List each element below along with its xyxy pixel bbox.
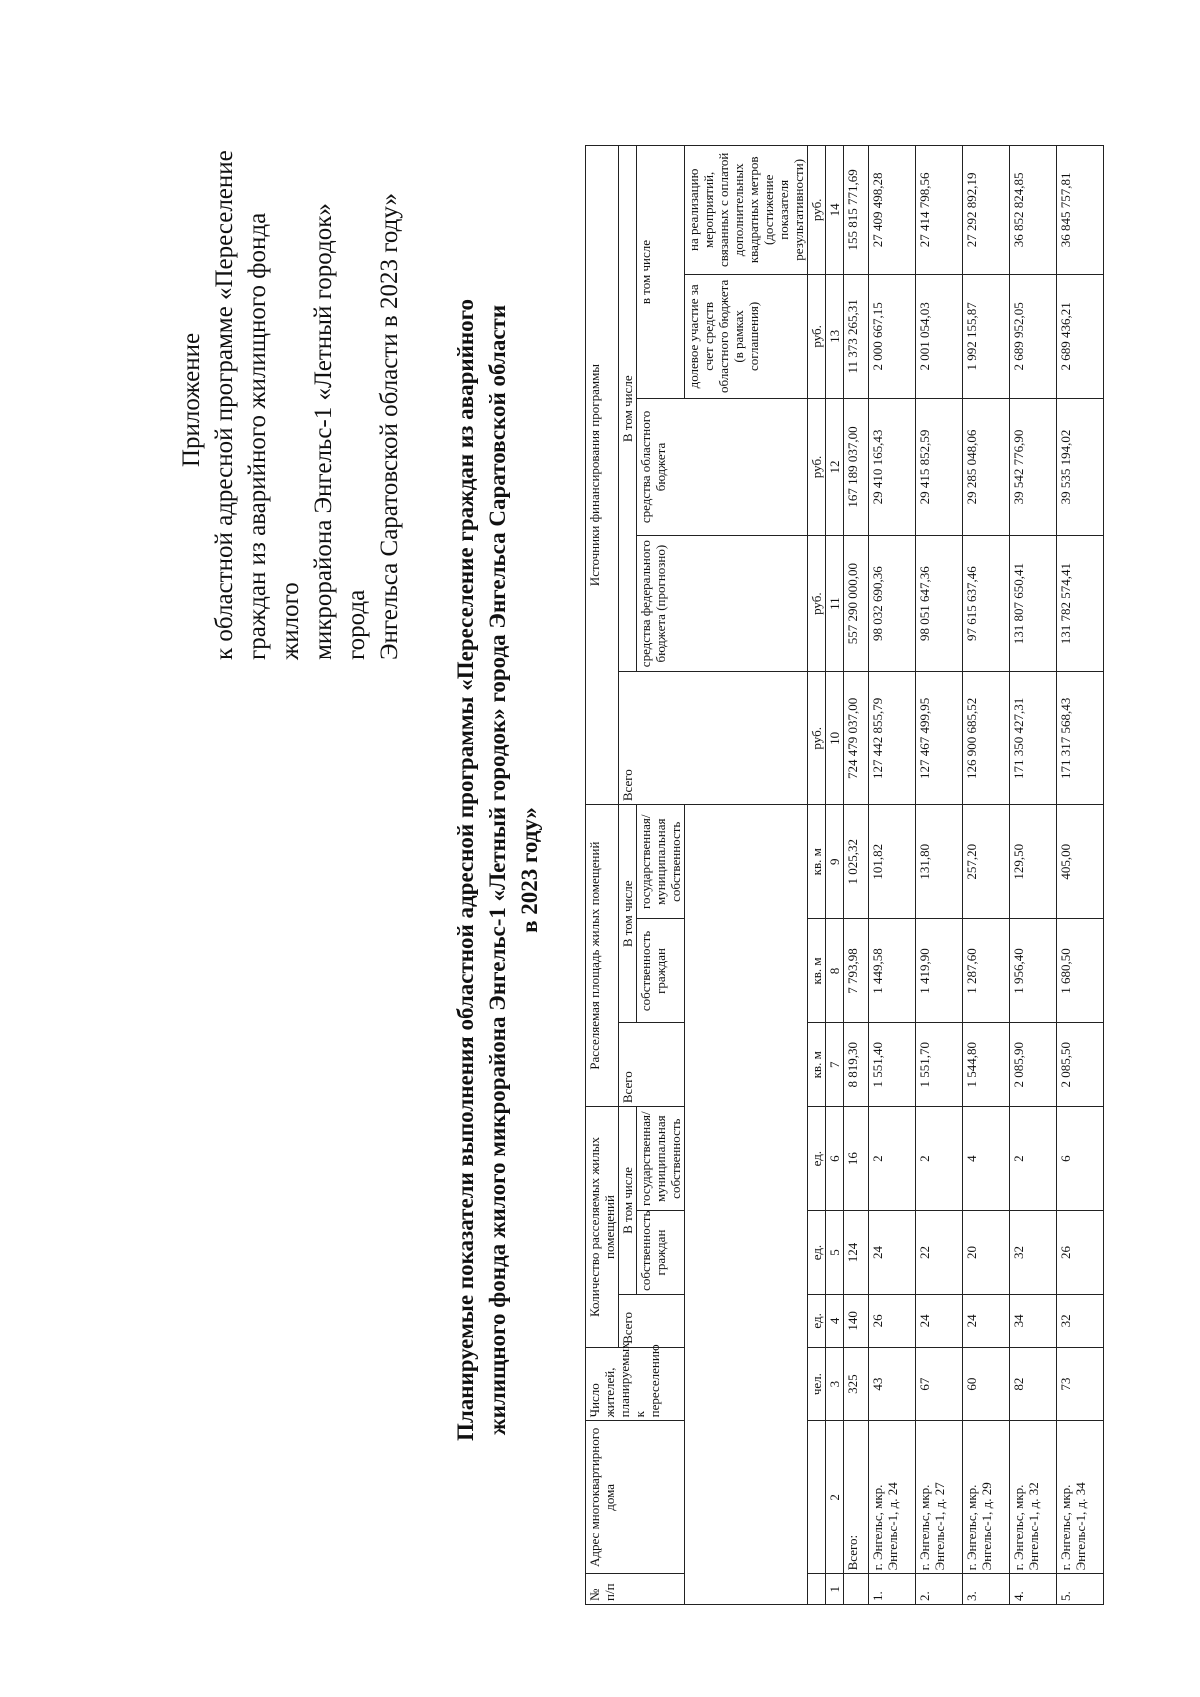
total-cell: 7 793,98 [844, 919, 869, 1023]
row-number: 4. [1010, 1574, 1057, 1605]
table-cell: 1 551,70 [916, 1023, 963, 1107]
table-cell: 98 032 690,36 [869, 535, 916, 672]
table-cell: 131 782 574,41 [1057, 535, 1104, 672]
index-cell: 10 [826, 672, 844, 805]
unit-cell: руб. [808, 399, 826, 536]
table-cell: 131,80 [916, 805, 963, 919]
total-cell: 167 189 037,00 [844, 399, 869, 536]
regional-header: средства областного бюджета [637, 399, 808, 536]
fin-total-header: Всего [619, 672, 808, 805]
appendix-line: микрорайона Энгельс-1 «Летный городок» города [310, 203, 370, 660]
table-row [1010, 146, 1057, 1605]
total-cell: 8 819,30 [844, 1023, 869, 1107]
row-address: г. Энгельс, мкр. Энгельс-1, д. 29 [963, 1421, 1010, 1574]
table-cell: 2 [1010, 1107, 1057, 1211]
area-group-header: Расселяемая площадь жилых помещений [586, 805, 619, 1107]
header-row [586, 146, 619, 1605]
total-cell: 140 [844, 1294, 869, 1347]
total-cell: 724 479 037,00 [844, 672, 869, 805]
table-cell: 27 409 498,28 [869, 146, 916, 275]
table-cell: 2 085,50 [1057, 1023, 1104, 1107]
units-row [808, 146, 826, 1605]
row-number: 1. [869, 1574, 916, 1605]
table-cell: 39 542 776,90 [1010, 399, 1057, 536]
total-label: Всего: [844, 1421, 869, 1574]
table-row [1057, 146, 1104, 1605]
table-row [963, 146, 1010, 1605]
table-cell: 2 085,90 [1010, 1023, 1057, 1107]
row-address: г. Энгельс, мкр. Энгельс-1, д. 24 [869, 1421, 916, 1574]
table-cell: 26 [869, 1294, 916, 1347]
unit-cell: чел. [808, 1347, 826, 1420]
table-row [916, 146, 963, 1605]
table-cell: 36 852 824,85 [1010, 146, 1057, 275]
count-private-header: собственность граждан [637, 1211, 685, 1295]
table-cell: 127 442 855,79 [869, 672, 916, 805]
table-cell: 27 292 892,19 [963, 146, 1010, 275]
table-cell: 29 285 048,06 [963, 399, 1010, 536]
unit-cell: ед. [808, 1211, 826, 1295]
unit-cell: ед. [808, 1294, 826, 1347]
index-cell: 9 [826, 805, 844, 919]
table-cell: 97 615 637,46 [963, 535, 1010, 672]
header-spacer [685, 805, 808, 1605]
table-cell: 129,50 [1010, 805, 1057, 919]
index-cell: 7 [826, 1023, 844, 1107]
table-cell: 43 [869, 1347, 916, 1420]
unit-cell: кв. м [808, 919, 826, 1023]
index-cell: 11 [826, 535, 844, 672]
total-cell: 557 290 000,00 [844, 535, 869, 672]
table-cell: 257,20 [963, 805, 1010, 919]
table-cell: 27 414 798,56 [916, 146, 963, 275]
row-address: г. Энгельс, мкр. Энгельс-1, д. 34 [1057, 1421, 1104, 1574]
unit-cell [808, 1574, 826, 1605]
table-cell: 101,82 [869, 805, 916, 919]
area-municipal-header: государственная/ муниципальная собственность [637, 805, 685, 919]
total-cell: 124 [844, 1211, 869, 1295]
rotated-landscape-content [45, 100, 1125, 1640]
total-cell: 1 025,32 [844, 805, 869, 919]
index-cell: 1 [826, 1574, 844, 1605]
table-cell: 2 689 952,05 [1010, 274, 1057, 398]
table-cell: 1 449,58 [869, 919, 916, 1023]
row-number: 5. [1057, 1574, 1104, 1605]
table-cell: 1 544,80 [963, 1023, 1010, 1107]
title-line: в 2023 году» [517, 807, 542, 933]
table-cell: 20 [963, 1211, 1010, 1295]
federal-header: средства федерального бюджета (прогнозно) [637, 535, 808, 672]
row-address: г. Энгельс, мкр. Энгельс-1, д. 32 [1010, 1421, 1057, 1574]
fin-group-header: Источники финансирования программы [586, 146, 619, 805]
unit-cell: кв. м [808, 805, 826, 919]
table-cell: 131 807 650,41 [1010, 535, 1057, 672]
table-cell: 60 [963, 1347, 1010, 1420]
col-address-header: Адрес многоквартирного дома [586, 1421, 685, 1574]
table-cell: 1 956,40 [1010, 919, 1057, 1023]
share-header: долевое участие за счет средств областного бюджета (в рамках соглашения) [685, 274, 808, 398]
col-no-header: № п/п [586, 1574, 685, 1605]
total-cell: 16 [844, 1107, 869, 1211]
table-cell: 29 415 852,59 [916, 399, 963, 536]
total-cell [844, 1574, 869, 1605]
table-cell: 82 [1010, 1347, 1057, 1420]
fin-in-that-header: В том числе [619, 146, 637, 673]
table-cell: 98 051 647,36 [916, 535, 963, 672]
index-cell: 12 [826, 399, 844, 536]
unit-cell: руб. [808, 146, 826, 275]
document-title [450, 180, 546, 1560]
table-cell: 2 [916, 1107, 963, 1211]
row-number: 2. [916, 1574, 963, 1605]
count-group-header: Количество расселяемых жилых помещений [586, 1107, 619, 1348]
index-cell: 8 [826, 919, 844, 1023]
col-residents-header: Число жителей, планируемых к переселению [586, 1347, 685, 1420]
area-private-header: собственность граждан [637, 919, 685, 1023]
row-number: 3. [963, 1574, 1010, 1605]
table-cell: 39 535 194,02 [1057, 399, 1104, 536]
appendix-title: Приложение [178, 332, 205, 468]
table-cell: 405,00 [1057, 805, 1104, 919]
table-cell: 1 551,40 [869, 1023, 916, 1107]
table-cell: 1 287,60 [963, 919, 1010, 1023]
table-cell: 24 [916, 1294, 963, 1347]
count-municipal-header: государственная/ муниципальная собственность [637, 1107, 685, 1211]
table-cell: 1 419,90 [916, 919, 963, 1023]
table-cell: 127 467 499,95 [916, 672, 963, 805]
unit-cell: руб. [808, 274, 826, 398]
appendix-note [175, 140, 406, 660]
regional-in-that-header: в том числе [637, 146, 685, 399]
table-cell: 24 [963, 1294, 1010, 1347]
unit-cell: руб. [808, 535, 826, 672]
appendix-line: к областной адресной программе «Переселение [211, 150, 238, 660]
table-cell: 32 [1010, 1211, 1057, 1295]
index-cell: 14 [826, 146, 844, 275]
table-cell: 1 680,50 [1057, 919, 1104, 1023]
title-line: Планируемые показатели выполнения областной адресной программы «Переселение граждан из аварийного [453, 298, 478, 1442]
table-cell: 22 [916, 1211, 963, 1295]
appendix-line: Энгельса Саратовской области в 2023 году» [376, 193, 403, 660]
total-cell: 155 815 771,69 [844, 146, 869, 275]
index-cell: 6 [826, 1107, 844, 1211]
title-line: жилищного фонда жилого микрорайона Энгельс-1 «Летный городок» города Энгельса Саратовской области [485, 304, 510, 1436]
indicators-table [585, 145, 1104, 1605]
count-total-header: Всего [619, 1294, 685, 1347]
table-cell: 34 [1010, 1294, 1057, 1347]
table-cell: 2 000 667,15 [869, 274, 916, 398]
index-cell: 5 [826, 1211, 844, 1295]
table-cell: 1 992 155,87 [963, 274, 1010, 398]
table-cell: 67 [916, 1347, 963, 1420]
unit-cell: ед. [808, 1107, 826, 1211]
total-cell: 11 373 265,31 [844, 274, 869, 398]
table-cell: 32 [1057, 1294, 1104, 1347]
total-row [844, 146, 869, 1605]
table-cell: 26 [1057, 1211, 1104, 1295]
unit-cell: руб. [808, 672, 826, 805]
area-total-header: Всего [619, 1023, 685, 1107]
appendix-line: граждан из аварийного жилищного фонда жилого [244, 212, 304, 660]
table-cell: 36 845 757,81 [1057, 146, 1104, 275]
table-row [869, 146, 916, 1605]
table-cell: 2 001 054,03 [916, 274, 963, 398]
total-cell: 325 [844, 1347, 869, 1420]
table-cell: 6 [1057, 1107, 1104, 1211]
unit-cell [808, 1421, 826, 1574]
column-index-row [826, 146, 844, 1605]
header-row [685, 146, 808, 1605]
table-cell: 4 [963, 1107, 1010, 1211]
index-cell: 2 [826, 1421, 844, 1574]
table-cell: 73 [1057, 1347, 1104, 1420]
table-cell: 24 [869, 1211, 916, 1295]
index-cell: 3 [826, 1347, 844, 1420]
table-cell: 2 689 436,21 [1057, 274, 1104, 398]
table-cell: 29 410 165,43 [869, 399, 916, 536]
table-cell: 171 350 427,31 [1010, 672, 1057, 805]
extra-header: на реализацию мероприятий, связанных с оплатой дополнительных квадратных метров (достижение показателя результативности) [685, 146, 808, 275]
row-address: г. Энгельс, мкр. Энгельс-1, д. 27 [916, 1421, 963, 1574]
area-in-that-header: В том числе [619, 805, 637, 1023]
table-cell: 2 [869, 1107, 916, 1211]
count-in-that-header: В том числе [619, 1107, 637, 1295]
index-cell: 13 [826, 274, 844, 398]
index-cell: 4 [826, 1294, 844, 1347]
table-cell: 126 900 685,52 [963, 672, 1010, 805]
unit-cell: кв. м [808, 1023, 826, 1107]
table-cell: 171 317 568,43 [1057, 672, 1104, 805]
